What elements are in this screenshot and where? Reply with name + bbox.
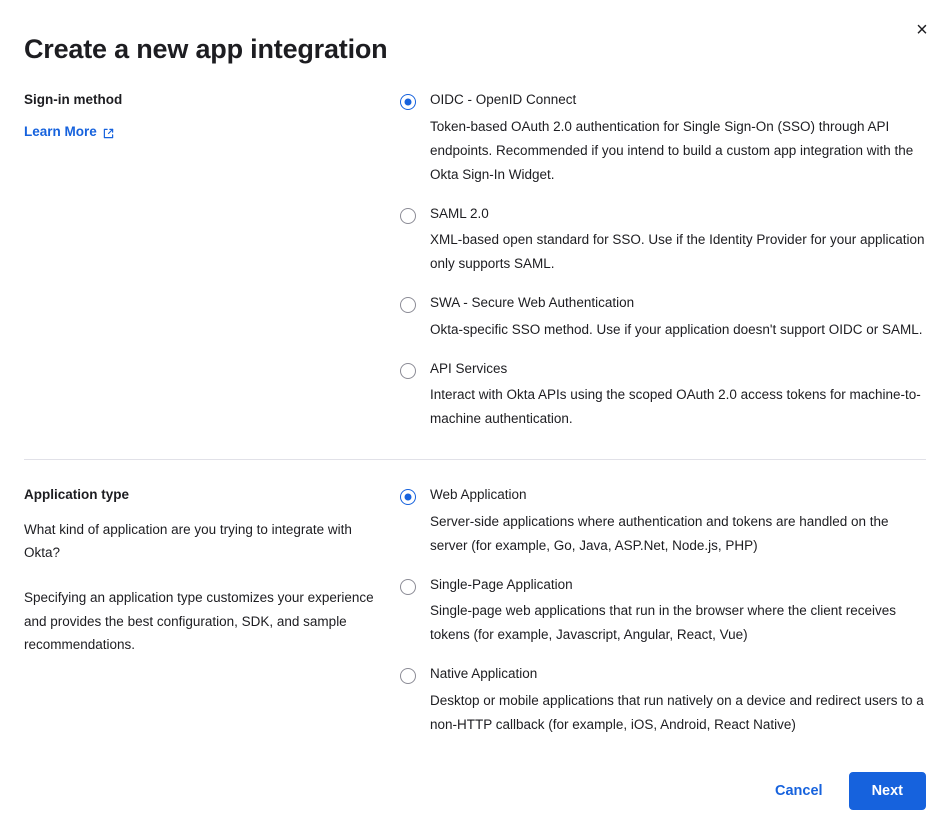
radio-single-page-application[interactable] xyxy=(400,579,416,595)
option-swa-desc: Okta-specific SSO method. Use if your application doesn't support OIDC or SAML. xyxy=(430,321,923,337)
radio-native-application[interactable] xyxy=(400,668,416,684)
application-type-options xyxy=(400,486,926,737)
option-native-application-title[interactable]: Native Application xyxy=(430,666,538,682)
option-swa-body xyxy=(430,294,926,342)
option-single-page-application-body xyxy=(430,576,926,648)
application-type-question: What kind of application are you trying to integrate with Okta? xyxy=(24,521,352,561)
option-native-application-desc: Desktop or mobile applications that run natively on a device and redirect users to a non-HTTP callback (for example, iOS, Android, React Native) xyxy=(430,693,924,733)
option-api-services[interactable] xyxy=(400,360,926,432)
option-oidc-desc: Token-based OAuth 2.0 authentication for Single Sign-On (SSO) through API endpoints. Recommended if you intend to build a custom app integration with the Okta Sign-In Widget. xyxy=(430,118,914,182)
option-web-application-title[interactable]: Web Application xyxy=(430,487,527,503)
option-native-application-body xyxy=(430,665,926,737)
option-api-services-title[interactable]: API Services xyxy=(430,360,508,376)
option-api-services-body xyxy=(430,360,926,432)
option-oidc[interactable] xyxy=(400,91,926,187)
radio-saml[interactable] xyxy=(400,208,416,224)
radio-api-services[interactable] xyxy=(400,363,416,379)
option-saml-body xyxy=(430,205,926,277)
page-title: Create a new app integration xyxy=(24,34,388,64)
next-button[interactable]: Next xyxy=(849,772,926,810)
option-web-application-body xyxy=(430,486,926,558)
option-native-application[interactable] xyxy=(400,665,926,737)
application-type-section xyxy=(24,460,926,737)
option-oidc-title[interactable]: OIDC - OpenID Connect xyxy=(430,92,577,107)
cancel-button[interactable]: Cancel xyxy=(771,775,827,807)
option-swa[interactable] xyxy=(400,294,926,342)
application-type-note: Specifying an application type customizes your experience and provides the best configuration, SDK, and sample recommendations. xyxy=(24,590,374,652)
external-link-icon xyxy=(103,127,114,138)
option-saml[interactable] xyxy=(400,205,926,277)
application-type-label: Application type xyxy=(24,487,130,503)
close-icon[interactable]: × xyxy=(908,16,936,44)
option-oidc-body xyxy=(430,91,926,187)
learn-more-link[interactable] xyxy=(24,124,114,139)
application-type-info xyxy=(24,486,400,656)
sign-in-method-options xyxy=(400,91,926,431)
option-single-page-application[interactable] xyxy=(400,576,926,648)
radio-web-application[interactable] xyxy=(400,489,416,505)
radio-swa[interactable] xyxy=(400,297,416,313)
option-api-services-desc: Interact with Okta APIs using the scoped OAuth 2.0 access tokens for machine-to-machine authentication. xyxy=(430,387,921,427)
sign-in-method-section xyxy=(24,65,926,431)
radio-oidc[interactable] xyxy=(400,94,416,110)
sign-in-method-label: Sign-in method xyxy=(24,92,123,107)
dialog-footer xyxy=(24,772,926,810)
option-web-application-desc: Server-side applications where authentication and tokens are handled on the server (for example, Go, Java, ASP.Net, Node.js, PHP) xyxy=(430,513,889,553)
option-saml-title[interactable]: SAML 2.0 xyxy=(430,205,489,221)
option-single-page-application-desc: Single-page web applications that run in the browser where the client receives tokens (for example, Javascript, Angular, React, Vue) xyxy=(430,603,897,643)
option-saml-desc: XML-based open standard for SSO. Use if the Identity Provider for your application only supports SAML. xyxy=(430,232,925,272)
learn-more-label: Learn More xyxy=(24,123,97,139)
option-web-application[interactable] xyxy=(400,486,926,558)
option-swa-title[interactable]: SWA - Secure Web Authentication xyxy=(430,295,635,311)
option-single-page-application-title[interactable]: Single-Page Application xyxy=(430,576,573,592)
sign-in-method-info xyxy=(24,91,400,141)
